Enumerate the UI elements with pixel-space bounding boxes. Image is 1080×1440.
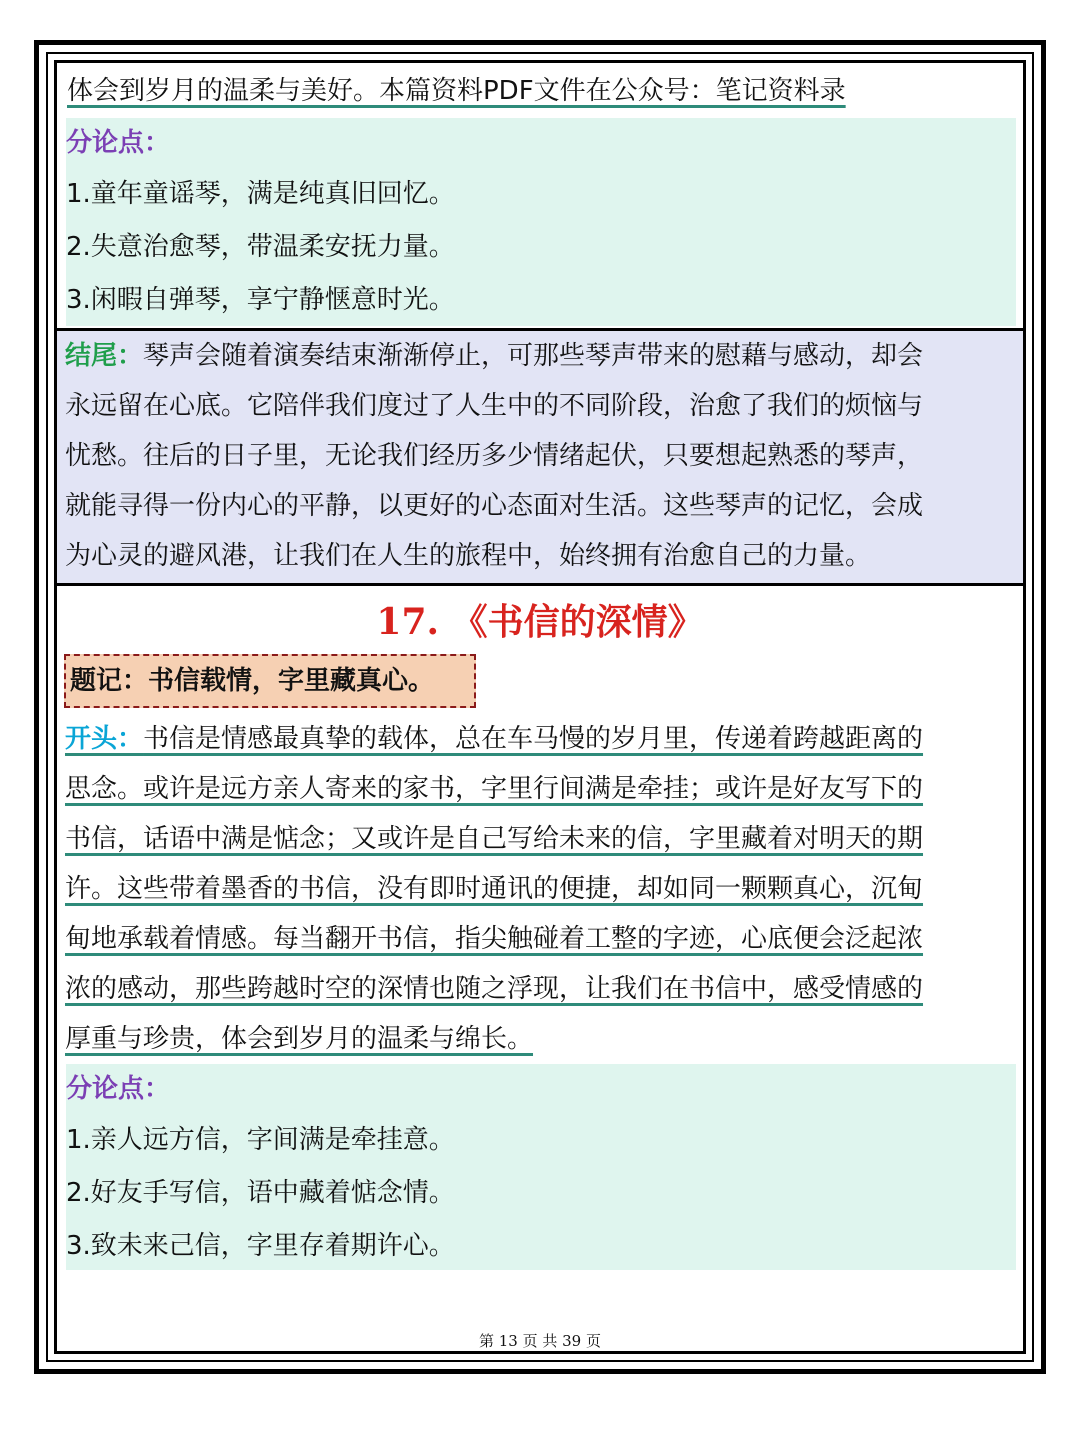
opening-line: 书信是情感最真挚的载体，总在车马慢的岁月里，传递着跨越距离的 <box>143 724 924 754</box>
sub-argument-item: 1.亲人远方信，字间满是牵挂意。 <box>66 1125 455 1155</box>
opening-line: 书信，话语中满是惦念；又或许是自己写给未来的信，字里藏着对明天的期 <box>65 824 924 854</box>
opening-label: 开头： <box>65 724 144 754</box>
continuation-text <box>57 66 1023 116</box>
sub-argument-item: 3.闲暇自弹琴，享宁静惬意时光。 <box>66 285 455 315</box>
sub-argument-item: 2.好友手写信，语中藏着惦念情。 <box>66 1178 455 1208</box>
ending-line: 忧愁。往后的日子里，无论我们经历多少情绪起伏，只要想起熟悉的琴声， <box>65 441 924 471</box>
ending-box <box>57 328 1023 586</box>
ending-line: 为心灵的避风港，让我们在人生的旅程中，始终拥有治愈自己的力量。 <box>65 541 872 571</box>
continuation-line: 体会到岁月的温柔与美好。本篇资料PDF文件在公众号：笔记资料录 <box>67 76 846 106</box>
sub-argument-item: 3.致未来己信，字里存着期许心。 <box>66 1231 455 1261</box>
sub-argument-item: 1.童年童谣琴，满是纯真旧回忆。 <box>66 179 455 209</box>
opening-line: 思念。或许是远方亲人寄来的家书，字里行间满是牵挂；或许是好友写下的 <box>65 774 924 804</box>
sub-arguments-heading: 分论点： <box>66 128 171 158</box>
ending-line: 就能寻得一份内心的平静，以更好的心态面对生活。这些琴声的记忆，会成 <box>65 491 924 521</box>
ending-line: 永远留在心底。它陪伴我们度过了人生中的不同阶段，治愈了我们的烦恼与 <box>65 391 924 421</box>
opening-line: 许。这些带着墨香的书信，没有即时通讯的便捷，却如同一颗颗真心，沉甸 <box>65 874 924 904</box>
opening-line: 甸地承载着情感。每当翻开书信，指尖触碰着工整的字迹，心底便会泛起浓 <box>65 924 924 954</box>
page-number: 第 13 页 共 39 页 <box>478 1332 601 1350</box>
epigraph-box: 题记：书信载情，字里藏真心。 <box>64 654 476 708</box>
opening-line: 浓的感动，那些跨越时空的深情也随之浮现，让我们在书信中，感受情感的 <box>65 974 924 1004</box>
essay-title: 17. 《书信的深情》 <box>376 601 704 643</box>
ending-line: 琴声会随着演奏结束渐渐停止，可那些琴声带来的慰藉与感动，却会 <box>143 341 924 371</box>
opening-paragraph <box>57 714 1023 1064</box>
sub-argument-item: 2.失意治愈琴，带温柔安抚力量。 <box>66 232 455 262</box>
ending-label: 结尾： <box>65 341 144 371</box>
sub-arguments-box <box>66 118 1016 326</box>
opening-line: 厚重与珍贵，体会到岁月的温柔与绵长。 <box>65 1024 534 1054</box>
sub-arguments-box <box>66 1064 1016 1270</box>
sub-arguments-heading: 分论点： <box>66 1074 171 1104</box>
